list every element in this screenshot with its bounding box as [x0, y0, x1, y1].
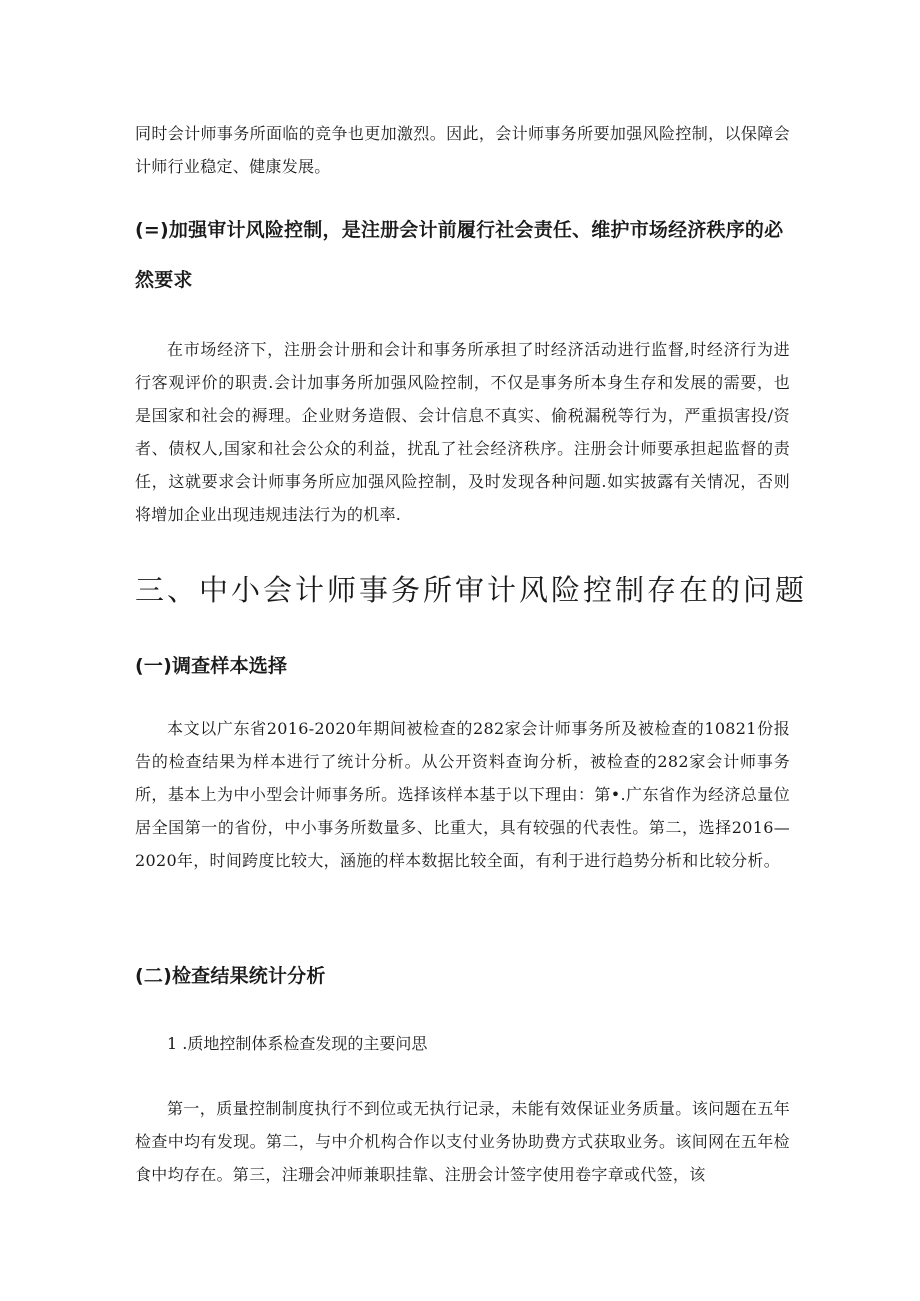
paragraph-intro-continuation: 同时会计师事务所面临的竞争也更加激烈。因此，会计师事务所要加强风险控制，以保障会计师行业稳定、健康发展。: [135, 124, 790, 176]
paragraph-market-economy: 在市场经济下，注册会计册和会计和事务所承担了时经济活动进行监督,时经济行为进行客观评价的职责.会计加事务所加强风险控制，不仅是事务所本身生存和发展的需要，也是国家和社会的褥理。企业财务造假、会计信息不真实、偷税漏税等行为，严重损害投/资者、债权人,国家和社会公众的利益，扰乱了社会经济秩序。注册会计师要承担起监督的责任，这就要求会计师事务所应加强风险控制，及时发现各种问题.如实披露有关情况，否则将增加企业出现违规违法行为的机率.: [135, 340, 790, 524]
heading-result-analysis: (二)检查结果统计分析: [135, 965, 326, 987]
heading-social-responsibility: (=)加强审计风险控制，是注册会计前履行社会责任、维护市场经济秩序的必然要求: [135, 219, 784, 291]
section-heading-three: 三、中小会计师事务所审计风险控制存在的问题: [135, 573, 808, 607]
paragraph-sample-description: 本文以广东省2016-2020年期间被检查的282家会计师事务所及被检查的10821份报告的检查结果为样本进行了统计分析。从公开资料查询分析，被检查的282家会计师事务所，基本上为中小型会计师事务所。选择该样本基于以下理由：第•.广东省作为经济总量位居全国第一的省份，中小事务所数量多、比重大，具有较强的代表性。第二，选择2016—2020年，时间跨度比较大，涵施的样本数据比较全面，有利于进行趋势分析和比较分析。: [135, 719, 790, 870]
heading-survey-sample: (一)调查样本选择: [135, 655, 288, 677]
subheading-quality-control: 1 .质地控制体系检查发现的主要问思: [167, 1034, 428, 1053]
paragraph-quality-issues: 第一，质量控制制度执行不到位或无执行记录，未能有效保证业务质量。该问题在五年检查中均有发现。第二，与中介机构合作以支付业务协助费方式获取业务。该间网在五年检食中均存在。第三，注珊会冲师兼职挂靠、注册会计签字使用卷字章或代签，该: [135, 1099, 790, 1184]
